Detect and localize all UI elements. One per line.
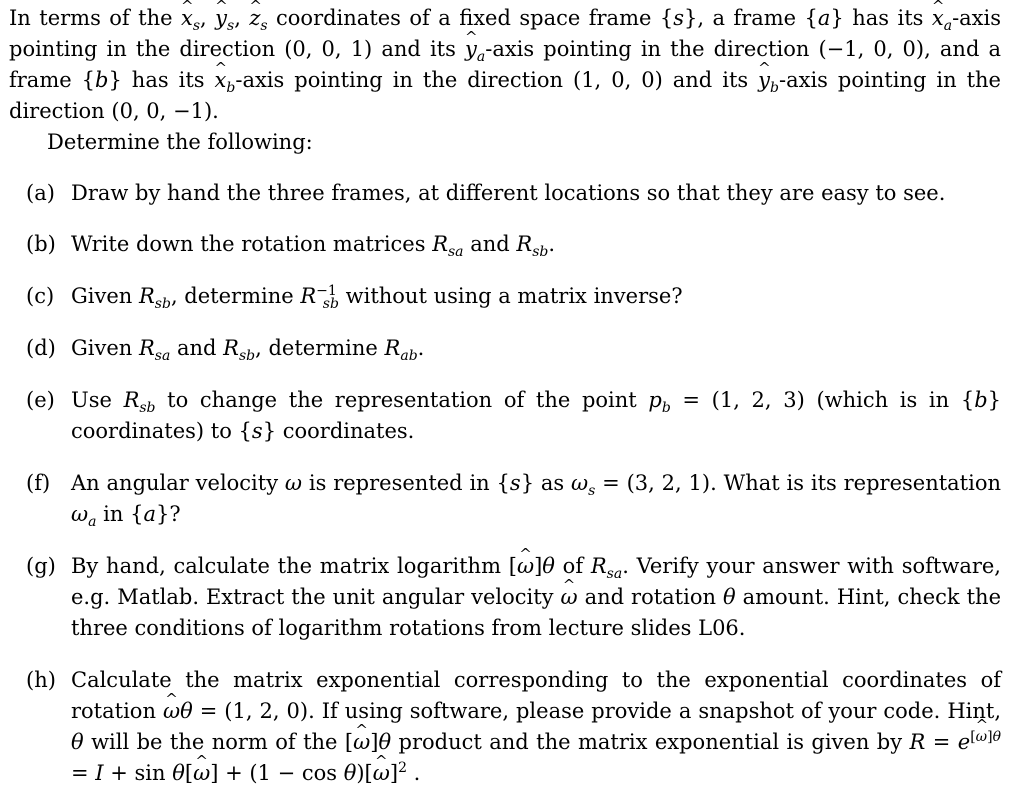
- question-text: By hand, calculate the matrix logarithm [^ ω]θ of $R_{sa}$. Verify your answer with software, e.g. Matlab. Extract the unit angular velocity ^ ω and rotation θ amount. Hint, check the three conditions of logarithm rotations from lecture slides L06.: [71, 551, 1001, 644]
- question-text: Use $R_{sb}$ to change the representation of the point $p_b = (1$, 2, 3) (which is in {b} coordinates) to {s} coordinates.: [71, 388, 1002, 443]
- question-label: (h): [26, 668, 56, 692]
- question-label: (b): [26, 232, 56, 256]
- intro-instruction: Determine the following:: [47, 130, 313, 154]
- question-text: Draw by hand the three frames, at different locations so that they are easy to see.: [71, 181, 946, 205]
- question-text: Given $R_{sb}$, determine $R^{-1}_{sb}$ without using a matrix inverse?: [71, 283, 683, 313]
- question-c: [26, 281, 1001, 312]
- question-label: (f): [26, 471, 51, 495]
- question-b: [26, 229, 1001, 260]
- question-label: (e): [26, 388, 55, 412]
- question-text: Write down the rotation matrices $R_{sa}$ and $R_{sb}$.: [71, 232, 556, 261]
- question-label: (a): [26, 181, 55, 205]
- intro-paragraph: In terms of the ^ $x_s$, ^ $y_s$, ^ $z_s$ coordinates of a fixed space frame {s}, a frame {a} has its ^ $x_a$-axis pointing in the direction (0, 0, 1) and its ^ $y_a$-axis pointing in the direction (−1, 0, 0), and a frame {b} has its ^ $x_b$-axis pointing in the direction (1, 0, 0) and its ^ $y_b$-axis pointing in the direction (0, 0, −1).: [9, 3, 1001, 127]
- question-d: [26, 333, 1001, 364]
- question-h: [26, 665, 1001, 789]
- problem-intro: [9, 3, 1001, 158]
- question-a: [26, 178, 1001, 209]
- question-text: Calculate the matrix exponential corresponding to the exponential coordinates of rotation ^ ωθ = (1, 2, 0). If using software, please provide a snapshot of your code. Hint, θ will be the norm of the [^ ω]θ product and the matrix exponential is given by $R = e^{[\omega]\theta} = I + \sin$ θ[^ ω] + (1 − cos θ)[^ ω]$^2$ .: [71, 665, 1001, 789]
- question-e: [26, 385, 1001, 447]
- question-text: Given $R_{sa}$ and $R_{sb}$, determine $R_{ab}$.: [71, 336, 425, 365]
- question-label: (c): [26, 284, 55, 308]
- question-g: [26, 551, 1001, 644]
- question-f: [26, 468, 1001, 530]
- question-label: (d): [26, 336, 56, 360]
- question-text: An angular velocity ω is represented in {s} as $\omega_s = (3$, 2, 1). What is its representation $\omega_a$ in {a}?: [71, 471, 1002, 531]
- question-label: (g): [26, 554, 56, 578]
